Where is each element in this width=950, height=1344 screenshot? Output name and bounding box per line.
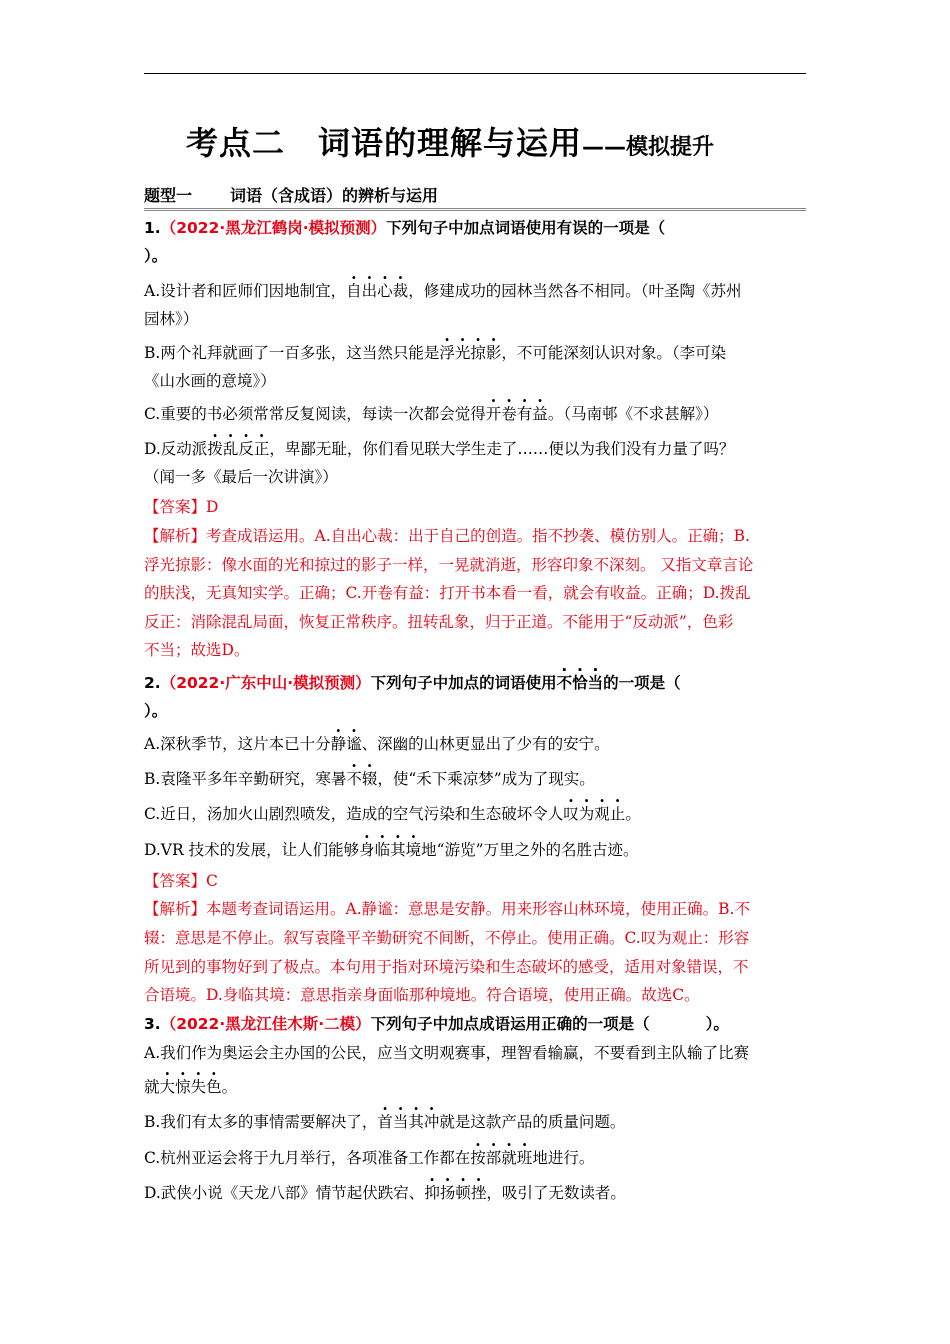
q1-stem-end: ）。	[144, 247, 168, 265]
q3-option-a: A.我们作为奥运会主办国的公民，应当文明观赛事，理智看输赢，不要看到主队输了比赛	[144, 1044, 750, 1062]
q1-analysis-line: 反正：消除混乱局面，恢复正常秩序。扭转乱象，归于正道。不能用于“反动派”，色彩	[144, 613, 734, 631]
q2-option-d: D.VR 技术的发展，让人们能够身临其境地“游览”万里之外的名胜古迹。	[144, 841, 639, 859]
q2-analysis-line: 所见到的事物好到了极点。本句用于指对环境污染和生态破坏的感受，适用对象错误，不	[144, 958, 749, 976]
q2-option-a: A.深秋季节，这片本已十分静谧、深幽的山林更显出了少有的安宁。	[144, 735, 610, 753]
q1-analysis-line: 不当；故选D。	[144, 641, 250, 659]
q3-option-d: D.武侠小说《天龙八部》情节起伏跌宕、抑扬顿挫，吸引了无数读者。	[144, 1184, 626, 1202]
title-main: 考点二 词语的理解与运用	[186, 124, 583, 162]
q2-stem-end: ）。	[144, 702, 168, 720]
q1-stem: 1.（2022·黑龙江鹤岗·模拟预测）下列句子中加点词语使用有误的一项是（	[144, 219, 666, 237]
q1-analysis-line: 的肤浅，无真知实学。正确；C.开卷有益：打开书本看一看，就会有收益。正确；D.拨乱	[144, 584, 751, 602]
q2-answer: 【答案】C	[144, 872, 218, 890]
q2-option-c: C.近日，汤加火山剧烈喷发，造成的空气污染和生态破坏令人叹为观止。	[144, 805, 641, 823]
title-sub: ——模拟提升	[582, 135, 715, 160]
q1-option-d-cont: （闻一多《最后一次讲演》）	[144, 468, 338, 486]
q1-option-a: A.设计者和匠师们因地制宜，自出心裁，修建成功的园林当然各不相同。（叶圣陶《苏州	[144, 282, 742, 300]
q1-option-d: D.反动派拨乱反正，卑鄙无耻，你们看见联大学生走了……便以为我们没有力量了吗？	[144, 440, 735, 458]
section-heading	[144, 183, 806, 211]
q3-option-b: B.我们有太多的事情需要解决了，首当其冲就是这款产品的质量问题。	[144, 1113, 626, 1131]
q1-option-b-cont: 《山水画的意境》）	[144, 372, 276, 390]
q2-analysis-line: 【解析】本题考查词语运用。A.静谧：意思是安静。用来形容山林环境，使用正确。B.不	[144, 900, 750, 918]
q1-answer: 【答案】D	[144, 498, 219, 516]
q3-option-c: C.杭州亚运会将于九月举行，各项准备工作都在按部就班地进行。	[144, 1149, 595, 1167]
q2-stem: 2.（2022·广东中山·模拟预测）下列句子中加点的词语使用不恰当的一项是（	[144, 674, 681, 692]
q1-analysis-line: 【解析】考查成语运用。A.自出心裁：出于自己的创造。指不抄袭、模仿别人。正确；B.	[144, 527, 750, 545]
q1-option-b: B.两个礼拜就画了一百多张，这当然只能是浮光掠影，不可能深刻认识对象。（李可染	[144, 344, 727, 362]
q2-option-b: B.袁隆平多年辛勤研究，寒暑不辍，使“禾下乘凉梦”成为了现实。	[144, 770, 595, 788]
section-text: 词语（含成语）的辨析与运用	[230, 186, 439, 205]
section-label: 题型一	[144, 186, 193, 205]
top-rule	[144, 73, 806, 74]
q1-option-a-cont: 园林》）	[144, 310, 199, 328]
q1-option-c: C.重要的书必须常常反复阅读，每读一次都会觉得开卷有益。（马南邨《不求甚解》）	[144, 405, 719, 423]
q3-stem: 3.（2022·黑龙江佳木斯·二模）下列句子中加点成语运用正确的一项是（ ）。	[144, 1015, 729, 1033]
q2-analysis-line: 辍：意思是不停止。叙写袁隆平辛勤研究不间断，不停止。使用正确。C.叹为观止：形容	[144, 929, 750, 947]
q2-analysis-line: 合语境。D.身临其境：意思指亲身面临那种境地。符合语境，使用正确。故选C。	[144, 986, 700, 1004]
q1-analysis-line: 浮光掠影：像水面的光和掠过的影子一样，一晃就消逝，形容印象不深刻。 又指文章言论	[144, 556, 754, 574]
page-title	[186, 118, 714, 164]
q3-option-a-cont: 就大惊失色。	[144, 1078, 238, 1096]
